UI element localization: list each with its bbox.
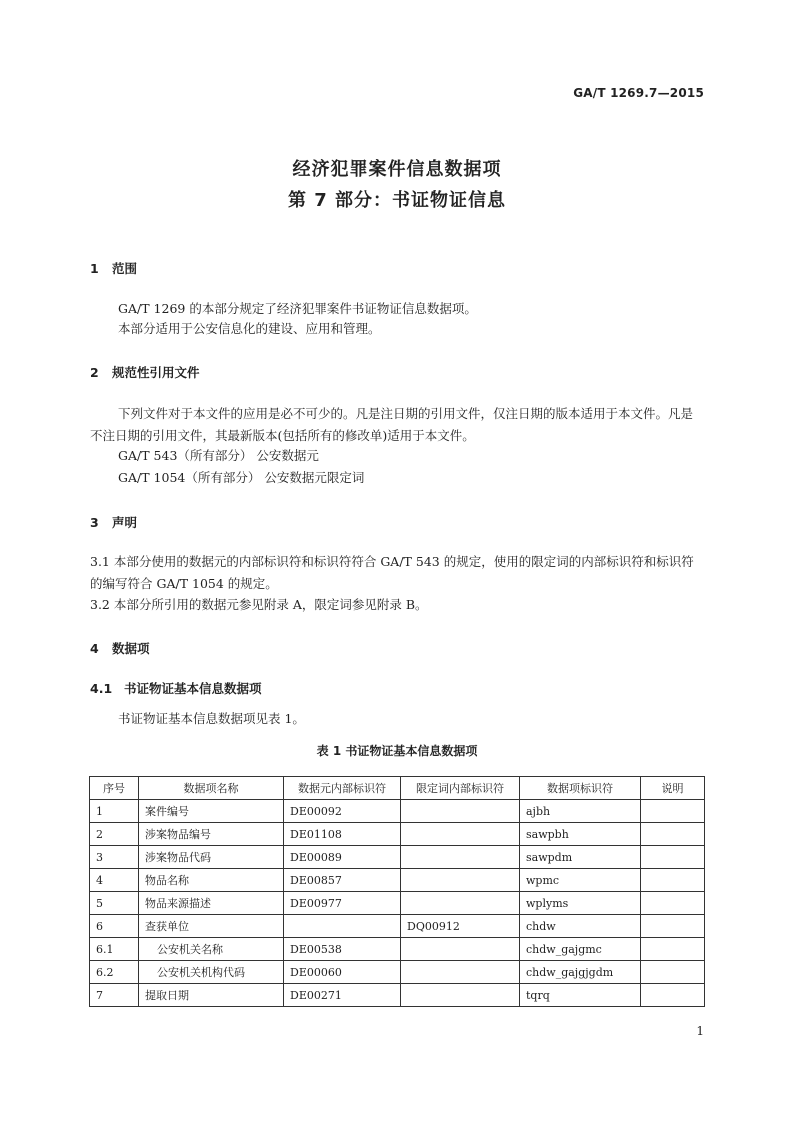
cell-name: 物品名称 <box>139 869 284 892</box>
cell-name: 公安机关机构代码 <box>139 961 284 984</box>
cell-no: 6.2 <box>90 961 139 984</box>
clause-3-1: 3.1 本部分使用的数据元的内部标识符和标识符符合 GA/T 543 的规定，使用的限定词的内部标识符和标识符的编写符合 GA/T 1054 的规定。 <box>90 554 694 591</box>
cell-no: 6.1 <box>90 938 139 961</box>
cell-id: wpmc <box>520 869 641 892</box>
reference-item: GA/T 1054（所有部分） 公安数据元限定词 <box>118 470 365 485</box>
cell-dq: DQ00912 <box>401 915 520 938</box>
reference-item: GA/T 543（所有部分） 公安数据元 <box>118 448 319 463</box>
cell-name: 物品来源描述 <box>139 892 284 915</box>
cell-dq <box>401 846 520 869</box>
cell-no: 1 <box>90 800 139 823</box>
standard-code: GA/T 1269.7—2015 <box>573 86 704 100</box>
cell-id: chdw <box>520 915 641 938</box>
cell-note <box>641 961 705 984</box>
table-row <box>90 961 705 984</box>
section-title: 范围 <box>112 261 138 276</box>
table-row <box>90 823 705 846</box>
cell-note <box>641 846 705 869</box>
cell-de: DE00271 <box>284 984 401 1007</box>
subsection-number: 4.1 <box>90 681 113 696</box>
table-row <box>90 892 705 915</box>
cell-de: DE00060 <box>284 961 401 984</box>
cell-note <box>641 869 705 892</box>
table-row <box>90 800 705 823</box>
cell-id: sawpbh <box>520 823 641 846</box>
cell-name: 涉案物品编号 <box>139 823 284 846</box>
table-caption: 表 1 书证物证基本信息数据项 <box>316 744 478 758</box>
cell-note <box>641 823 705 846</box>
cell-dq <box>401 938 520 961</box>
cell-id: chdw_gajgmc <box>520 938 641 961</box>
cell-de: DE00538 <box>284 938 401 961</box>
cell-note <box>641 915 705 938</box>
cell-id: wplyms <box>520 892 641 915</box>
cell-de: DE00977 <box>284 892 401 915</box>
section-title: 声明 <box>112 515 138 530</box>
cell-id: ajbh <box>520 800 641 823</box>
paragraph: 书证物证基本信息数据项见表 1。 <box>118 711 305 726</box>
subsection-4-1-heading <box>90 679 262 697</box>
cell-dq <box>401 869 520 892</box>
column-header: 数据项标识符 <box>520 777 641 800</box>
column-header: 限定词内部标识符 <box>401 777 520 800</box>
cell-name: 公安机关名称 <box>139 938 284 961</box>
cell-no: 4 <box>90 869 139 892</box>
document-subtitle: 第 7 部分：书证物证信息 <box>287 190 507 211</box>
cell-dq <box>401 961 520 984</box>
clause-3-2: 3.2 本部分所引用的数据元参见附录 A，限定词参见附录 B。 <box>90 597 428 612</box>
table-row <box>90 846 705 869</box>
data-items-table <box>89 776 705 1007</box>
section-number: 3 <box>90 515 99 530</box>
section-2-heading <box>90 363 200 381</box>
paragraph: GA/T 1269 的本部分规定了经济犯罪案件书证物证信息数据项。 <box>118 301 477 316</box>
cell-name: 查获单位 <box>139 915 284 938</box>
cell-no: 6 <box>90 915 139 938</box>
table-row <box>90 984 705 1007</box>
cell-de: DE00092 <box>284 800 401 823</box>
section-title: 规范性引用文件 <box>112 365 200 380</box>
cell-no: 2 <box>90 823 139 846</box>
subsection-title: 书证物证基本信息数据项 <box>124 681 262 696</box>
cell-note <box>641 800 705 823</box>
cell-name: 涉案物品代码 <box>139 846 284 869</box>
cell-no: 5 <box>90 892 139 915</box>
table-header-row <box>90 777 705 800</box>
column-header: 数据元内部标识符 <box>284 777 401 800</box>
page-number: 1 <box>696 1024 704 1038</box>
cell-note <box>641 892 705 915</box>
cell-dq <box>401 823 520 846</box>
cell-de: DE00089 <box>284 846 401 869</box>
cell-note <box>641 938 705 961</box>
cell-name: 案件编号 <box>139 800 284 823</box>
cell-de: DE00857 <box>284 869 401 892</box>
section-1-heading <box>90 259 137 277</box>
cell-id: chdw_gajgjgdm <box>520 961 641 984</box>
table-row <box>90 869 705 892</box>
cell-no: 7 <box>90 984 139 1007</box>
table-row <box>90 938 705 961</box>
cell-dq <box>401 800 520 823</box>
column-header: 说明 <box>641 777 705 800</box>
section-number: 4 <box>90 641 99 656</box>
column-header: 序号 <box>90 777 139 800</box>
section-3-heading <box>90 513 137 531</box>
section-4-heading <box>90 639 150 657</box>
document-title: 经济犯罪案件信息数据项 <box>292 159 502 180</box>
cell-de <box>284 915 401 938</box>
cell-id: tqrq <box>520 984 641 1007</box>
cell-no: 3 <box>90 846 139 869</box>
section-title: 数据项 <box>112 641 150 656</box>
column-header: 数据项名称 <box>139 777 284 800</box>
cell-note <box>641 984 705 1007</box>
cell-name: 提取日期 <box>139 984 284 1007</box>
cell-dq <box>401 892 520 915</box>
cell-de: DE01108 <box>284 823 401 846</box>
cell-dq <box>401 984 520 1007</box>
table-row <box>90 915 705 938</box>
paragraph: 下列文件对于本文件的应用是必不可少的。凡是注日期的引用文件，仅注日期的版本适用于本文件。凡是不注日期的引用文件，其最新版本(包括所有的修改单)适用于本文件。 <box>90 406 694 443</box>
cell-id: sawpdm <box>520 846 641 869</box>
paragraph: 本部分适用于公安信息化的建设、应用和管理。 <box>118 321 381 336</box>
section-number: 2 <box>90 365 99 380</box>
section-number: 1 <box>90 261 99 276</box>
